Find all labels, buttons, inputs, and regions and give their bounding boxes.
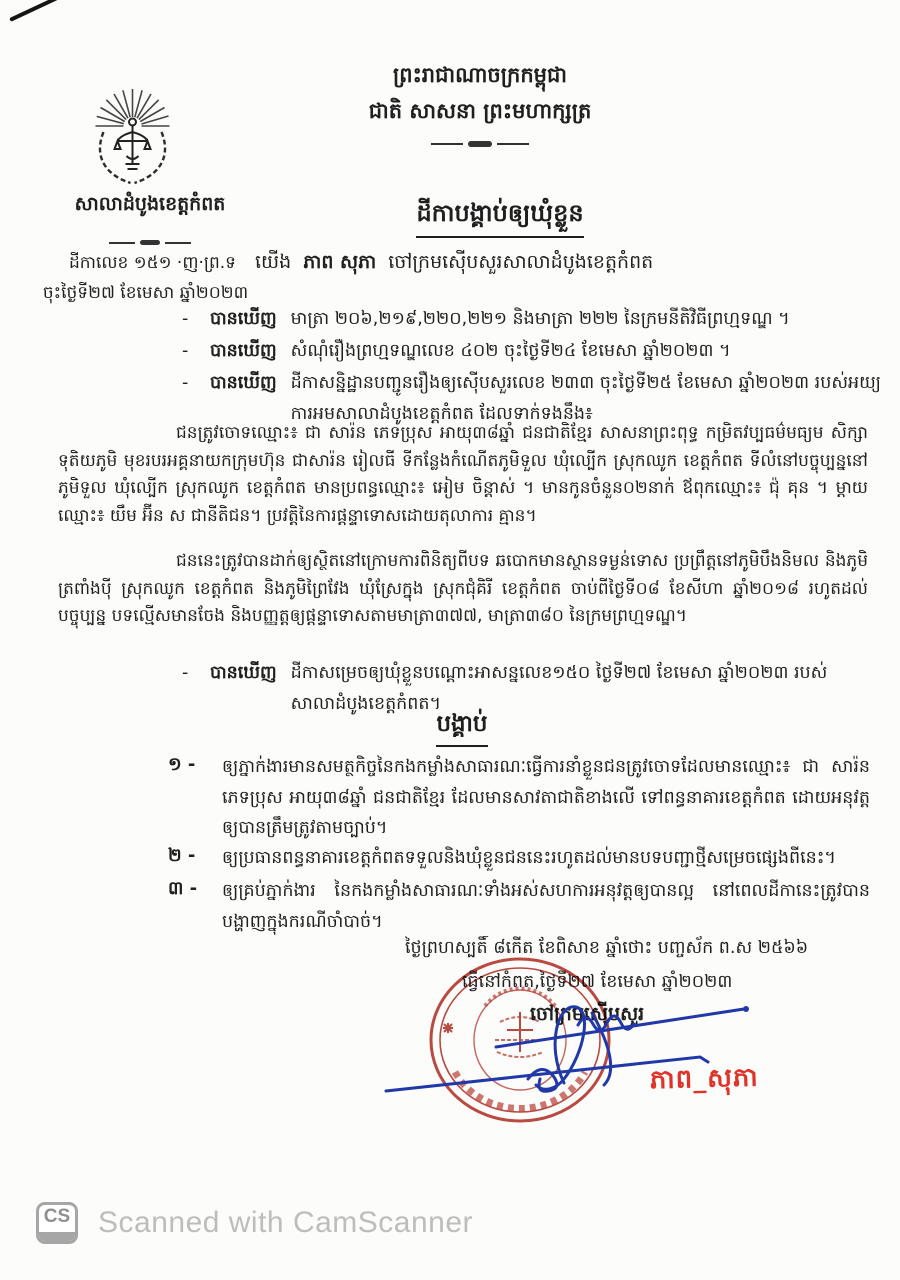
order-text: ឲ្យគ្រប់ភ្នាក់ងារ នៃកងកម្លាំងសាធារណៈទាំងអស់សហការអនុវត្តឲ្យបានល្អ នៅពេលដីកានេះត្រូវបានបង្ហាញក្នុងករណីចាំបាច់។	[222, 881, 870, 932]
dash-marker: -	[182, 663, 189, 683]
lunar-date-line: ថ្ងៃព្រហស្បតិ៍ ៨កើត ខែពិសាខ ឆ្នាំថោះ បញ្ចស័ក ព.ស ២៥៦៦	[405, 938, 809, 958]
consideration-label: បានឃើញ	[210, 373, 277, 393]
charge-details-paragraph: ជននេះត្រូវបានដាក់ឲ្យស្ថិតនៅក្រោមការពិនិត្យពីបទ ឆបោកមានស្ថានទម្ងន់ទោស ប្រព្រឹត្តនៅភូមិបឹងនិមល និងភូមិត្រពាំងប៉ី ស្រុកឈូក ខេត្តកំពត និងភូមិព្រៃវែង ឃុំស្រែក្នុង ស្រុកជុំគិរី ខេត្តកំពត ចាប់ពីថ្ងៃទី០៨ ខែសីហា ឆ្នាំ២០១៨ រហូតដល់បច្ចុប្បន្ន បទល្មើសមានចែង និងបញ្ញត្តឲ្យផ្ដន្ទាទោសតាមមាត្រា៣៧៧, មាត្រា៣៨០ នៃក្រមព្រហ្មទណ្ឌ។	[58, 551, 868, 626]
dash-marker: -	[182, 341, 189, 361]
consideration-label: បានឃើញ	[210, 663, 277, 683]
consideration-text: មាត្រា ២០៦,២១៩,២២០,២២១ និងមាត្រា ២២២ នៃក្រមនីតិវិធីព្រហ្មទណ្ឌ ។	[290, 309, 790, 329]
court-emblem-icon	[90, 70, 175, 188]
consideration-text: សំណុំរឿងព្រហ្មទណ្ឌលេខ ៤០២ ចុះថ្ងៃទី២៤ ខែមេសា ឆ្នាំ២០២៣ ។	[290, 341, 731, 361]
dash-marker: -	[182, 373, 189, 393]
letterhead-ornament-divider	[90, 228, 210, 245]
court-name: សាលាដំបូងខេត្តកំពត	[74, 193, 226, 215]
document-ref-number: ដីកាលេខ ១៥១ ·ញ·ព្រ.ទ	[69, 253, 236, 273]
stamped-judge-name: ភាព_សុភា	[649, 1062, 760, 1096]
kingdom-header	[285, 62, 675, 147]
camscanner-logo-icon: CS	[36, 1202, 78, 1244]
pen-slash-mark-icon	[9, 0, 58, 22]
intro-suffix: ចៅក្រមស៊ើបសួរសាលាដំបូងខេត្តកំពត	[388, 251, 654, 273]
intro-line	[255, 250, 855, 278]
consideration-row	[182, 336, 882, 368]
camscanner-footer	[36, 1202, 473, 1244]
consideration-row	[182, 304, 882, 336]
consideration-label: បានឃើញ	[210, 341, 277, 361]
order-number: ៣ -	[168, 878, 198, 899]
intro-prefix: យើង	[255, 251, 292, 273]
header-ornament-divider	[285, 141, 675, 147]
royal-motto-line1: ព្រះរាជាណាចក្រកម្ពុជា	[392, 63, 567, 87]
order-number: ១ -	[168, 754, 196, 775]
consideration-text: ដីកាសម្រេចឲ្យឃុំខ្លួនបណ្ដោះអាសន្នលេខ១៥០ ថ្ងៃទី២៧ ខែមេសា ឆ្នាំ២០២៣ របស់សាលាដំបូងខេត្តកំពត។	[290, 663, 828, 714]
order-number: ២ -	[168, 845, 196, 866]
dash-marker: -	[182, 309, 189, 329]
order-text: ឲ្យប្រធានពន្ធនាគារខេត្តកំពតទទួលនិងឃុំខ្លួនជននេះរហូតដល់មានបទបញ្ជាថ្មីសម្រេចផ្សេងពីនេះ។	[222, 848, 836, 868]
camscanner-text: Scanned with CamScanner	[98, 1206, 474, 1239]
document-ref-date: ចុះថ្ងៃទី២៧ ខែមេសា ឆ្នាំ២០២៣	[42, 283, 249, 303]
order-text: ឲ្យភ្នាក់ងារមានសមត្ថកិច្ចនៃកងកម្លាំងសាធារណៈធ្វើការនាំខ្លួនជនត្រូវចោទដែលមានឈ្មោះ៖ ជា សារ៉ន ភេទប្រុស អាយុ៣៨ឆ្នាំ ជនជាតិខ្មែរ ដែលមានសាវតាជាតិខាងលើ ទៅពន្ធនាគារខេត្តកំពត ដោយអនុវត្តឲ្យបានត្រឹមត្រូវតាមច្បាប់។	[222, 757, 870, 838]
consideration-label: បានឃើញ	[210, 309, 277, 329]
consideration-text: ដីកាសន្និដ្ឋានបញ្ជូនរឿងឲ្យស៊ើបសួរលេខ ២៣៣ ចុះថ្ងៃទី២៥ ខែមេសា ឆ្នាំ២០២៣ របស់អយ្យការអមសាលាដំបូងខេត្តកំពត ដែលទាក់ទងនឹង៖	[290, 373, 881, 424]
royal-motto-line2: ជាតិ សាសនា ព្រះមហាក្សត្រ	[368, 99, 592, 123]
judge-signature-icon	[378, 983, 798, 1123]
judge-name: ភាព សុភា	[303, 251, 377, 273]
signer-title: ចៅក្រមស៊ើបសួរ	[530, 1003, 645, 1025]
document-title: ដីកាបង្គាប់ឲ្យឃុំខ្លួន	[330, 198, 670, 238]
order-section-heading: បង្គាប់	[387, 710, 537, 747]
accused-details-paragraph: ជនត្រូវចោទឈ្មោះ៖ ជា សារ៉ន ភេទប្រុស អាយុ៣៨ឆ្នាំ ជនជាតិខ្មែរ សាសនាព្រះពុទ្ធ កម្រិតវប្បធម៌មធ្យម សិក្សាទុតិយភូមិ មុខរបរអគ្គនាយកក្រុមហ៊ុន ជាសារ៉ន រៀលធី ទីកន្លែងកំណើតភូមិទួល ឃុំល្បើក ស្រុកឈូក ខេត្តកំពត ទីលំនៅបច្ចុប្បន្ននៅភូមិទួល ឃុំល្បើក ស្រុកឈូក ខេត្តកំពត មានប្រពន្ធឈ្មោះ៖ អៀម ចិន្តាស់ ។ មានកូនចំនួន០២នាក់ ឪពុកឈ្មោះ៖ ជ៉ុ គុន ។ ម្ដាយឈ្មោះ៖ យឹម អ៊ីន ស ជានីតិជន។ ប្រវត្តិនៃការផ្ដន្ទាទោសដោយតុលាការ គ្មាន។	[58, 423, 868, 526]
place-date-line: ធ្វើនៅកំពត,ថ្ងៃទី២៧ ខែមេសា ឆ្នាំ២០២៣	[462, 972, 733, 992]
